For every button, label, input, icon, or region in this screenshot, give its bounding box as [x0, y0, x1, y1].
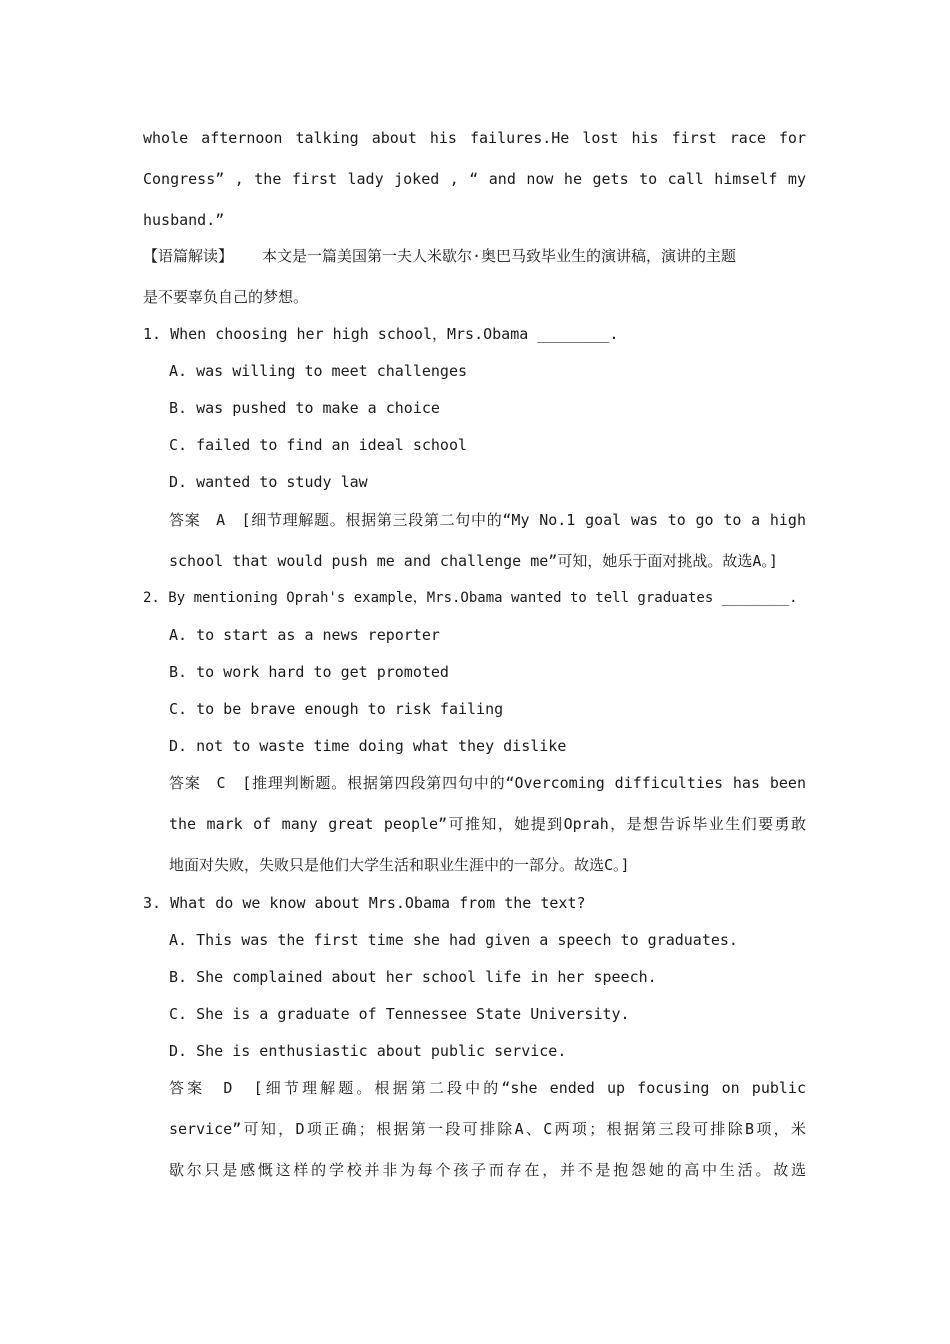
- option-c: C. She is a graduate of Tennessee State University.: [169, 1005, 630, 1023]
- analysis-text: 是不要辜负自己的梦想。: [143, 288, 309, 306]
- option-a: A. was willing to meet challenges: [169, 362, 468, 380]
- answer-line: 答案 A [细节理解题。根据第三段第二句中的“My No.1 goal was to go to a high: [169, 511, 806, 529]
- passage-line: husband.”: [143, 211, 225, 229]
- option-d: D. She is enthusiastic about public service.: [169, 1042, 567, 1060]
- option-c: C. to be brave enough to risk failing: [169, 700, 504, 718]
- option-b: B. She complained about her school life in her speech.: [169, 968, 657, 986]
- option-b: B. was pushed to make a choice: [169, 399, 440, 417]
- option-b: B. to work hard to get promoted: [169, 663, 449, 681]
- question-stem: 1. When choosing her high school，Mrs.Obama ________.: [143, 325, 619, 343]
- option-a: A. This was the first time she had given a speech to graduates.: [169, 931, 738, 949]
- option-d: D. wanted to study law: [169, 473, 368, 491]
- answer-line: 歇尔只是感慨这样的学校并非为每个孩子而存在，并不是抱怨她的高中生活。故选: [169, 1161, 806, 1179]
- answer-line: 地面对失败，失败只是他们大学生活和职业生涯中的一部分。故选C。]: [169, 856, 630, 874]
- analysis-text: 本文是一篇美国第一夫人米歇尔·奥巴马致毕业生的演讲稿，演讲的主题: [262, 247, 737, 265]
- answer-line: 答案 D [细节理解题。根据第二段中的“she ended up focusing on public: [169, 1079, 806, 1097]
- option-c: C. failed to find an ideal school: [169, 436, 468, 454]
- question-stem: 3. What do we know about Mrs.Obama from the text?: [143, 894, 586, 912]
- answer-line: school that would push me and challenge me”可知，她乐于面对挑战。故选A。]: [169, 552, 778, 570]
- answer-line: the mark of many great people”可推知，她提到Oprah，是想告诉毕业生们要勇敢: [169, 815, 806, 833]
- answer-line: 答案 C [推理判断题。根据第四段第四句中的“Overcoming difficulties has been: [169, 774, 806, 792]
- answer-line: service”可知，D项正确；根据第一段可排除A、C两项；根据第三段可排除B项，米: [169, 1120, 806, 1138]
- passage-line: whole afternoon talking about his failures.He lost his first race for: [143, 129, 806, 147]
- analysis-label: 【语篇解读】: [143, 247, 234, 265]
- option-d: D. not to waste time doing what they dislike: [169, 737, 567, 755]
- passage-line: Congress” , the first lady joked , “ and now he gets to call himself my: [143, 170, 806, 188]
- question-stem: 2. By mentioning Oprah's example，Mrs.Obama wanted to tell graduates ________.: [143, 590, 798, 606]
- option-a: A. to start as a news reporter: [169, 626, 440, 644]
